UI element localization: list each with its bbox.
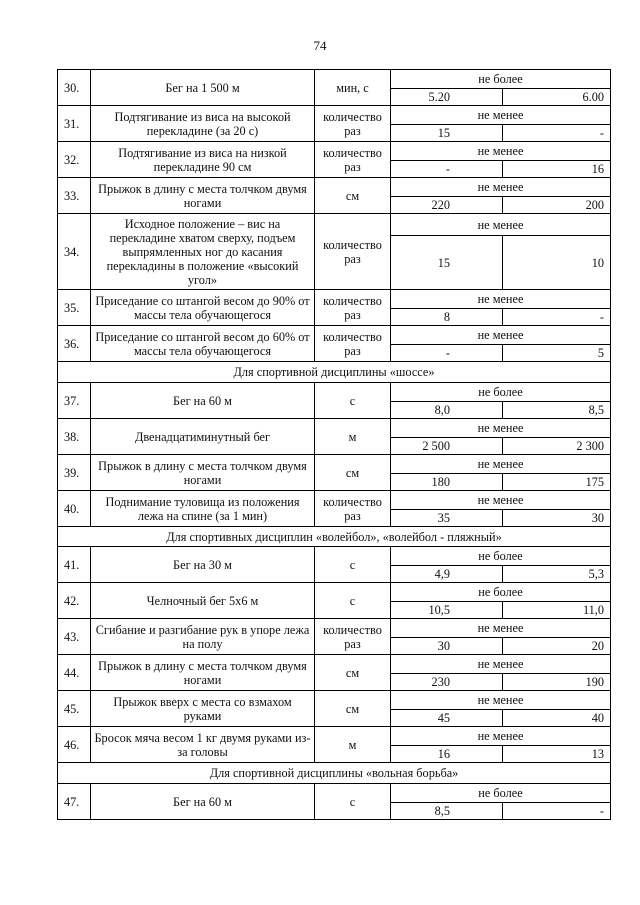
row-number: 41. (58, 547, 91, 583)
unit: мин, с (315, 70, 391, 106)
unit: см (315, 455, 391, 491)
value-a: 2 500 (391, 438, 503, 455)
unit: с (315, 583, 391, 619)
value-a: 10,5 (391, 602, 503, 619)
table-row (58, 655, 611, 674)
value-a: 8,0 (391, 402, 503, 419)
value-b: 190 (503, 674, 611, 691)
value-a: 45 (391, 710, 503, 727)
value-b: 2 300 (503, 438, 611, 455)
norms-table (57, 69, 611, 820)
value-a: 4,9 (391, 566, 503, 583)
condition: не более (391, 784, 611, 803)
condition: не менее (391, 178, 611, 197)
section-row (58, 527, 611, 547)
unit: см (315, 691, 391, 727)
table-row (58, 178, 611, 197)
value-b: 40 (503, 710, 611, 727)
table-row (58, 326, 611, 345)
test-name: Поднимание туловища из положения лежа на спине (за 1 мин) (91, 491, 315, 527)
section-title: Для спортивных дисциплин «волейбол», «волейбол - пляжный» (58, 527, 611, 547)
page-number: 74 (313, 38, 327, 53)
condition: не менее (391, 655, 611, 674)
unit: с (315, 547, 391, 583)
value-a: 15 (391, 236, 503, 290)
unit: с (315, 383, 391, 419)
condition: не более (391, 547, 611, 566)
value-b: 11,0 (503, 602, 611, 619)
test-name: Челночный бег 5х6 м (91, 583, 315, 619)
row-number: 30. (58, 70, 91, 106)
section-title: Для спортивной дисциплины «вольная борьба» (58, 763, 611, 784)
value-b: - (503, 125, 611, 142)
value-a: - (391, 161, 503, 178)
table-row (58, 214, 611, 236)
row-number: 42. (58, 583, 91, 619)
value-b: 20 (503, 638, 611, 655)
table-row (58, 455, 611, 474)
condition: не менее (391, 214, 611, 236)
unit: см (315, 178, 391, 214)
test-name: Бросок мяча весом 1 кг двумя руками из-за головы (91, 727, 315, 763)
table-row (58, 383, 611, 402)
unit: количество раз (315, 619, 391, 655)
condition: не менее (391, 691, 611, 710)
unit: с (315, 784, 391, 820)
test-name: Приседание со штангой весом до 60% от массы тела обучающегося (91, 326, 315, 362)
value-b: 13 (503, 746, 611, 763)
condition: не менее (391, 326, 611, 345)
value-a: 15 (391, 125, 503, 142)
test-name: Двенадцатиминутный бег (91, 419, 315, 455)
condition: не менее (391, 727, 611, 746)
test-name: Прыжок в длину с места толчком двумя ногами (91, 655, 315, 691)
condition: не менее (391, 419, 611, 438)
unit: м (315, 419, 391, 455)
unit: количество раз (315, 106, 391, 142)
table-row (58, 727, 611, 746)
unit: количество раз (315, 214, 391, 290)
value-a: 5.20 (391, 89, 503, 106)
test-name: Приседание со штангой весом до 90% от массы тела обучающегося (91, 290, 315, 326)
row-number: 47. (58, 784, 91, 820)
condition: не более (391, 70, 611, 89)
condition: не менее (391, 106, 611, 125)
row-number: 46. (58, 727, 91, 763)
condition: не менее (391, 142, 611, 161)
row-number: 40. (58, 491, 91, 527)
table-row (58, 547, 611, 566)
row-number: 36. (58, 326, 91, 362)
test-name: Сгибание и разгибание рук в упоре лежа на полу (91, 619, 315, 655)
value-b: 175 (503, 474, 611, 491)
value-b: 8,5 (503, 402, 611, 419)
row-number: 45. (58, 691, 91, 727)
test-name: Бег на 1 500 м (91, 70, 315, 106)
row-number: 38. (58, 419, 91, 455)
value-b: 5,3 (503, 566, 611, 583)
unit: количество раз (315, 290, 391, 326)
row-number: 44. (58, 655, 91, 691)
value-a: 16 (391, 746, 503, 763)
row-number: 31. (58, 106, 91, 142)
value-a: 220 (391, 197, 503, 214)
row-number: 33. (58, 178, 91, 214)
value-b: - (503, 309, 611, 326)
test-name: Исходное положение – вис на перекладине хватом сверху, подъем выпрямленных ног до касания перекладины в положение «высокий угол» (91, 214, 315, 290)
test-name: Подтягивание из виса на низкой перекладине 90 см (91, 142, 315, 178)
condition: не менее (391, 455, 611, 474)
section-title: Для спортивной дисциплины «шоссе» (58, 362, 611, 383)
value-a: 30 (391, 638, 503, 655)
value-a: 180 (391, 474, 503, 491)
condition: не более (391, 583, 611, 602)
unit: количество раз (315, 491, 391, 527)
section-row (58, 763, 611, 784)
unit: м (315, 727, 391, 763)
test-name: Прыжок в длину с места толчком двумя ногами (91, 178, 315, 214)
value-b: 5 (503, 345, 611, 362)
unit: количество раз (315, 326, 391, 362)
table-row (58, 290, 611, 309)
section-row (58, 362, 611, 383)
table-row (58, 491, 611, 510)
value-b: 30 (503, 510, 611, 527)
value-a: 8,5 (391, 803, 503, 820)
table-row (58, 142, 611, 161)
test-name: Бег на 60 м (91, 383, 315, 419)
test-name: Бег на 60 м (91, 784, 315, 820)
value-b: 10 (503, 236, 611, 290)
condition: не менее (391, 619, 611, 638)
condition: не менее (391, 491, 611, 510)
row-number: 34. (58, 214, 91, 290)
table-row (58, 619, 611, 638)
test-name: Подтягивание из виса на высокой перекладине (за 20 с) (91, 106, 315, 142)
value-a: 230 (391, 674, 503, 691)
value-b: 200 (503, 197, 611, 214)
row-number: 32. (58, 142, 91, 178)
test-name: Прыжок вверх с места со взмахом руками (91, 691, 315, 727)
value-a: 8 (391, 309, 503, 326)
table-row (58, 784, 611, 803)
test-name: Бег на 30 м (91, 547, 315, 583)
table-row (58, 419, 611, 438)
row-number: 39. (58, 455, 91, 491)
value-b: 6.00 (503, 89, 611, 106)
test-name: Прыжок в длину с места толчком двумя ногами (91, 455, 315, 491)
condition: не менее (391, 290, 611, 309)
value-b: - (503, 803, 611, 820)
table-row (58, 691, 611, 710)
row-number: 37. (58, 383, 91, 419)
table-row (58, 70, 611, 89)
table-row (58, 583, 611, 602)
unit: количество раз (315, 142, 391, 178)
table-row (58, 106, 611, 125)
row-number: 43. (58, 619, 91, 655)
value-b: 16 (503, 161, 611, 178)
unit: см (315, 655, 391, 691)
value-a: - (391, 345, 503, 362)
condition: не более (391, 383, 611, 402)
value-a: 35 (391, 510, 503, 527)
row-number: 35. (58, 290, 91, 326)
